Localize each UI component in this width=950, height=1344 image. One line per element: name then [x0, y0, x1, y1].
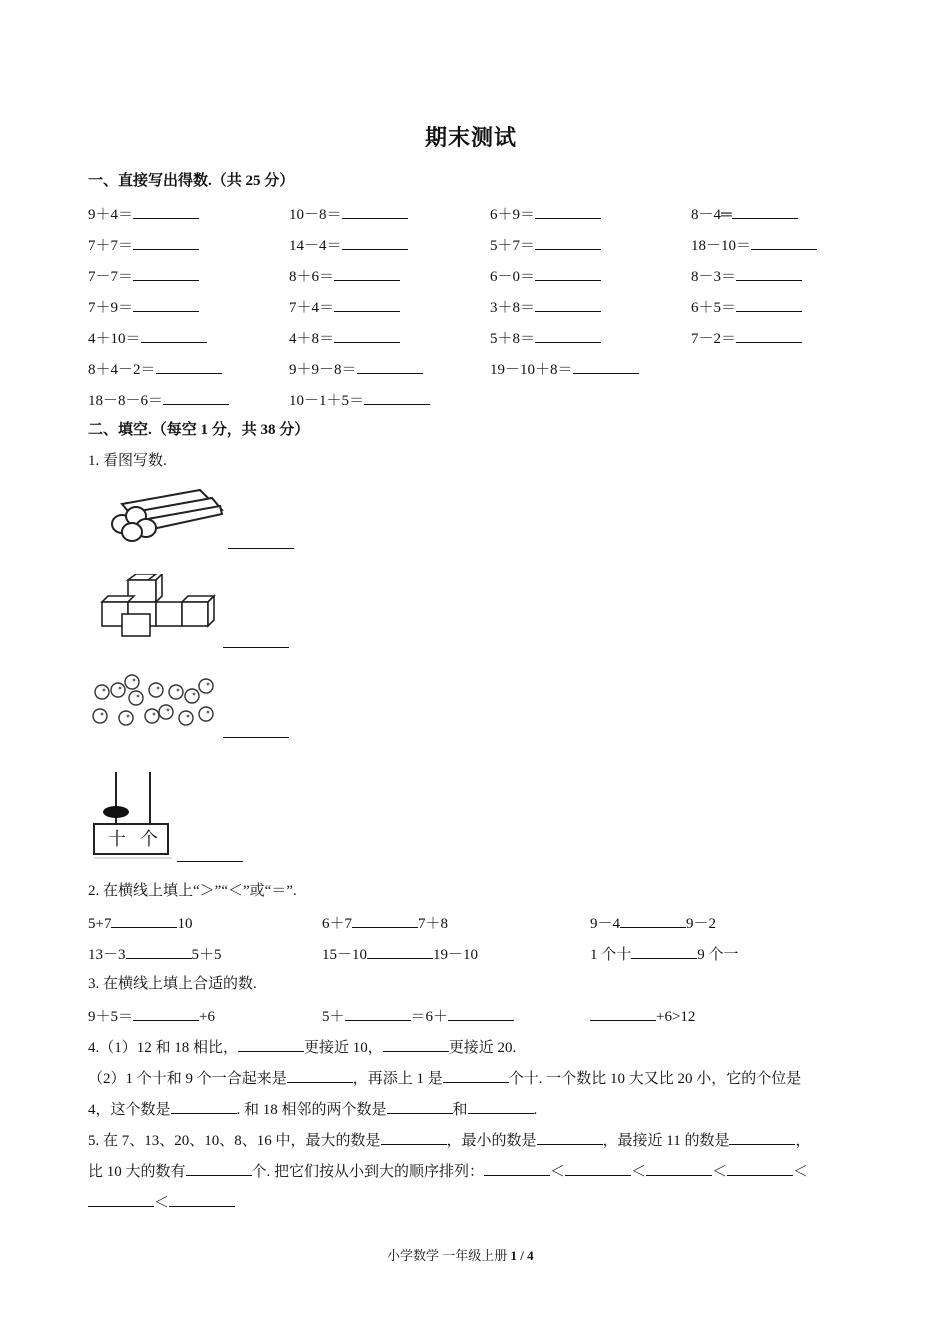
- arith-item: 7＋4＝: [289, 296, 400, 318]
- arith-item: 10－1＋5＝: [289, 389, 430, 411]
- answer-blank[interactable]: [163, 389, 229, 405]
- picture-answer: [223, 632, 289, 654]
- fill-item: 9＋5＝ +6: [88, 1005, 215, 1027]
- answer-blank[interactable]: [156, 358, 222, 374]
- answer-blank[interactable]: [484, 1160, 550, 1176]
- compare-item: 13－3 5＋5: [88, 943, 222, 965]
- compare-item: 15－10 19－10: [322, 943, 478, 965]
- answer-blank[interactable]: [383, 1036, 449, 1052]
- cubes-picture: [98, 574, 216, 638]
- answer-blank[interactable]: [537, 1129, 603, 1145]
- answer-blank[interactable]: [535, 234, 601, 250]
- answer-blank[interactable]: [223, 722, 289, 738]
- compare-item: 5+7 10: [88, 912, 192, 934]
- page-number: 1 / 4: [510, 1248, 534, 1263]
- arith-item: 6－0＝: [490, 265, 601, 287]
- answer-blank[interactable]: [126, 943, 192, 959]
- q1-label: 1. 看图写数.: [88, 453, 167, 469]
- answer-blank[interactable]: [387, 1098, 453, 1114]
- answer-blank[interactable]: [228, 533, 294, 549]
- stick-bundle-picture: [100, 484, 230, 544]
- arith-item: 8－4═: [691, 203, 798, 225]
- answer-blank[interactable]: [171, 1098, 237, 1114]
- answer-blank[interactable]: [345, 1005, 411, 1021]
- arith-item: 5＋8＝: [490, 327, 601, 349]
- answer-blank[interactable]: [141, 327, 207, 343]
- arith-item: 8＋4－2＝: [88, 358, 222, 380]
- answer-blank[interactable]: [535, 327, 601, 343]
- picture-answer: [177, 846, 243, 868]
- q3-label: 3. 在横线上填上合适的数.: [88, 976, 257, 992]
- arith-item: 10－8＝: [289, 203, 408, 225]
- answer-blank[interactable]: [381, 1129, 447, 1145]
- section-1-heading: 一、直接写出得数.（共 25 分）: [88, 173, 295, 189]
- compare-item: 9－4 9－2: [590, 912, 716, 934]
- q5-line2: 比 10 大的数有 个. 把它们按从小到大的顺序排列： ＜ ＜ ＜ ＜: [88, 1160, 808, 1182]
- answer-blank[interactable]: [565, 1160, 631, 1176]
- answer-blank[interactable]: [535, 296, 601, 312]
- answer-blank[interactable]: [646, 1160, 712, 1176]
- q4-line2: （2）1 个十和 9 个一合起来是 ，再添上 1 是 个十. 一个数比 10 大又比 20 小，它的个位是: [88, 1067, 801, 1089]
- arith-item: 7＋9＝: [88, 296, 199, 318]
- arith-item: 6＋5＝: [691, 296, 802, 318]
- compare-item: 1 个十 9 个一: [590, 943, 739, 965]
- fill-item: +6>12: [590, 1005, 695, 1027]
- q4-line3: 4，这个数是 . 和 18 相邻的两个数是 和 .: [88, 1098, 537, 1120]
- answer-blank[interactable]: [342, 203, 408, 219]
- answer-blank[interactable]: [620, 912, 686, 928]
- answer-blank[interactable]: [590, 1005, 656, 1021]
- answer-blank[interactable]: [736, 327, 802, 343]
- arith-item: 4＋8＝: [289, 327, 400, 349]
- arith-item: 8＋6＝: [289, 265, 400, 287]
- arith-item: 8－3＝: [691, 265, 802, 287]
- arith-item: 18－8－6＝: [88, 389, 229, 411]
- arith-item: 7＋7＝: [88, 234, 199, 256]
- answer-blank[interactable]: [334, 296, 400, 312]
- arith-item: 19－10＋8＝: [490, 358, 639, 380]
- arith-item: 9＋9－8＝: [289, 358, 423, 380]
- answer-blank[interactable]: [133, 203, 199, 219]
- answer-blank[interactable]: [736, 265, 802, 281]
- arith-item: 5＋7＝: [490, 234, 601, 256]
- answer-blank[interactable]: [732, 203, 798, 219]
- answer-blank[interactable]: [364, 389, 430, 405]
- answer-blank[interactable]: [111, 912, 177, 928]
- arith-item: 7－7＝: [88, 265, 199, 287]
- answer-blank[interactable]: [468, 1098, 534, 1114]
- answer-blank[interactable]: [223, 632, 289, 648]
- arith-item: 3＋8＝: [490, 296, 601, 318]
- answer-blank[interactable]: [573, 358, 639, 374]
- answer-blank[interactable]: [334, 327, 400, 343]
- answer-blank[interactable]: [186, 1160, 252, 1176]
- answer-blank[interactable]: [88, 1191, 154, 1207]
- answer-blank[interactable]: [133, 265, 199, 281]
- answer-blank[interactable]: [352, 912, 418, 928]
- arith-item: 4＋10＝: [88, 327, 207, 349]
- page-title: 期末测试: [425, 125, 518, 150]
- arith-item: 6＋9＝: [490, 203, 601, 225]
- picture-answer: [228, 533, 294, 555]
- arith-item: 7－2＝: [691, 327, 802, 349]
- answer-blank[interactable]: [535, 203, 601, 219]
- answer-blank[interactable]: [357, 358, 423, 374]
- compare-item: 6＋7 7＋8: [322, 912, 448, 934]
- q5-line1: 5. 在 7、13、20、10、8、16 中，最大的数是 ，最小的数是 ，最接近 11 的数是 ，: [88, 1129, 811, 1151]
- answer-blank[interactable]: [133, 1005, 199, 1021]
- q4-line1: 4.（1）12 和 18 相比， 更接近 10， 更接近 20.: [88, 1036, 516, 1058]
- answer-blank[interactable]: [631, 943, 697, 959]
- abacus-label-ones: 个: [140, 829, 158, 849]
- answer-blank[interactable]: [177, 846, 243, 862]
- answer-blank[interactable]: [367, 943, 433, 959]
- answer-blank[interactable]: [751, 234, 817, 250]
- arith-item: 14－4＝: [289, 234, 408, 256]
- arith-item: 18－10＝: [691, 234, 817, 256]
- q2-label: 2. 在横线上填上“＞”“＜”或“＝”.: [88, 883, 297, 899]
- fill-item: 5＋ ＝6＋: [322, 1005, 514, 1027]
- answer-blank[interactable]: [238, 1036, 304, 1052]
- answer-blank[interactable]: [287, 1067, 353, 1083]
- abacus-picture: [90, 770, 176, 860]
- answer-blank[interactable]: [535, 265, 601, 281]
- answer-blank[interactable]: [334, 265, 400, 281]
- answer-blank[interactable]: [133, 296, 199, 312]
- answer-blank[interactable]: [448, 1005, 514, 1021]
- q5-line3: ＜: [88, 1191, 235, 1213]
- answer-blank[interactable]: [133, 234, 199, 250]
- answer-blank[interactable]: [727, 1160, 793, 1176]
- page-footer: 小学数学 一年级上册 1 / 4: [387, 1248, 534, 1263]
- abacus-label-tens: 十: [108, 829, 126, 849]
- answer-blank[interactable]: [443, 1067, 509, 1083]
- answer-blank[interactable]: [342, 234, 408, 250]
- answer-blank[interactable]: [169, 1191, 235, 1207]
- picture-answer: [223, 722, 289, 744]
- section-2-heading: 二、填空.（每空 1 分，共 38 分）: [88, 422, 310, 438]
- arith-item: 9＋4＝: [88, 203, 199, 225]
- answer-blank[interactable]: [729, 1129, 795, 1145]
- answer-blank[interactable]: [736, 296, 802, 312]
- fruit-group-picture: [90, 670, 220, 734]
